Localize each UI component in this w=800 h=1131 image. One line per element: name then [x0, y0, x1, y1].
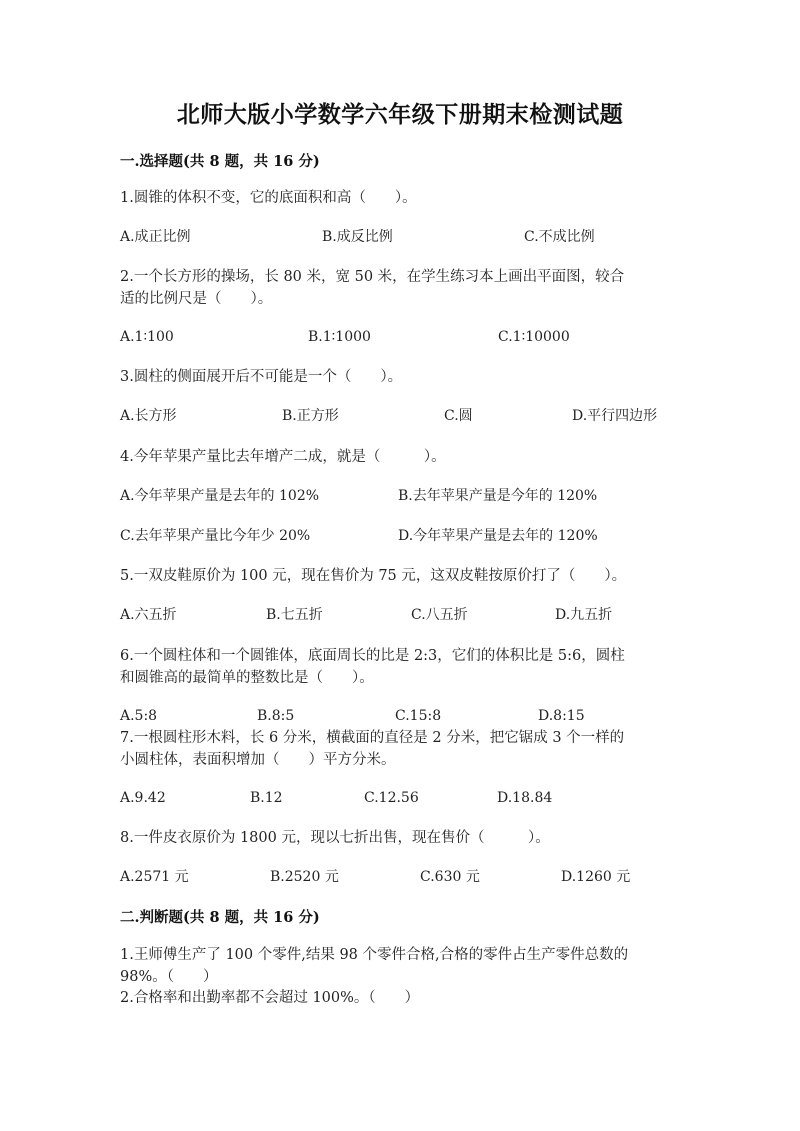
- question-1: 1.圆锥的体积不变，它的底面积和高（ ）。: [120, 190, 417, 206]
- q5-option-b: B.七五折: [266, 607, 323, 623]
- q8-option-b: B.2520 元: [270, 869, 339, 885]
- q4-option-d: D.今年苹果产量是去年的 120%: [398, 528, 598, 544]
- question-3: 3.圆柱的侧面展开后不可能是一个（ ）。: [120, 369, 403, 385]
- judge-question-2: 2.合格率和出勤率都不会超过 100%。（ ）: [120, 990, 420, 1006]
- question-4: 4.今年苹果产量比去年增产二成，就是（ ）。: [120, 449, 446, 465]
- q1-option-c: C.不成比例: [524, 229, 595, 245]
- q6-option-d: D.8:15: [538, 708, 585, 724]
- question-8: 8.一件皮衣原价为 1800 元，现以七折出售，现在售价（ ）。: [120, 830, 550, 846]
- q5-option-a: A.六五折: [120, 607, 177, 623]
- q5-option-c: C.八五折: [411, 607, 468, 623]
- q8-option-a: A.2571 元: [120, 869, 189, 885]
- q4-option-b: B.去年苹果产量是今年的 120%: [398, 488, 598, 504]
- q3-option-d: D.平行四边形: [572, 408, 658, 424]
- q2-option-a: A.1∶100: [120, 329, 174, 345]
- q8-option-c: C.630 元: [420, 869, 480, 885]
- q7-option-d: D.18.84: [497, 790, 553, 806]
- question-5: 5.一双皮鞋原价为 100 元，现在售价为 75 元，这双皮鞋按原价打了（ ）。: [120, 568, 627, 584]
- q3-option-b: B.正方形: [282, 408, 339, 424]
- question-2-line-1: 2.一个长方形的操场，长 80 米，宽 50 米，在学生练习本上画出平面图，较合: [120, 269, 625, 285]
- q1-option-a: A.成正比例: [120, 229, 191, 245]
- q2-option-c: C.1∶10000: [498, 329, 570, 345]
- q8-option-d: D.1260 元: [561, 869, 631, 885]
- q2-option-b: B.1∶1000: [308, 329, 371, 345]
- q4-option-a: A.今年苹果产量是去年的 102%: [120, 488, 320, 504]
- q6-option-b: B.8:5: [257, 708, 295, 724]
- section-heading-judge: 二.判断题(共 8 题，共 16 分): [120, 909, 320, 926]
- page-title: 北师大版小学数学六年级下册期末检测试题: [176, 101, 624, 128]
- section-heading-choice: 一.选择题(共 8 题，共 16 分): [120, 153, 320, 170]
- q3-option-a: A.长方形: [120, 408, 177, 424]
- q4-option-c: C.去年苹果产量比今年少 20%: [120, 528, 311, 544]
- question-7-line-1: 7.一根圆柱形木料，长 6 分米，横截面的直径是 2 分米，把它锯成 3 个一样的: [120, 730, 625, 746]
- q7-option-c: C.12.56: [364, 790, 419, 806]
- question-6-line-2: 和圆锥高的最简单的整数比是（ ）。: [120, 670, 374, 686]
- question-6-line-1: 6.一个圆柱体和一个圆锥体，底面周长的比是 2:3，它们的体积比是 5:6，圆柱: [120, 648, 625, 664]
- judge-question-1-line-1: 1.王师傅生产了 100 个零件,结果 98 个零件合格,合格的零件占生产零件总数的: [120, 947, 629, 963]
- q5-option-d: D.九五折: [555, 607, 613, 623]
- q6-option-c: C.15:8: [395, 708, 442, 724]
- judge-question-1-line-2: 98%。（ ）: [120, 969, 218, 985]
- question-7-line-2: 小圆柱体，表面积增加（ ）平方分米。: [120, 752, 396, 768]
- question-2-line-2: 适的比例尺是（ ）。: [120, 291, 273, 307]
- q1-option-b: B.成反比例: [322, 229, 393, 245]
- q7-option-a: A.9.42: [120, 790, 166, 806]
- q7-option-b: B.12: [250, 790, 283, 806]
- q3-option-c: C.圆: [444, 408, 473, 424]
- q6-option-a: A.5:8: [120, 708, 158, 724]
